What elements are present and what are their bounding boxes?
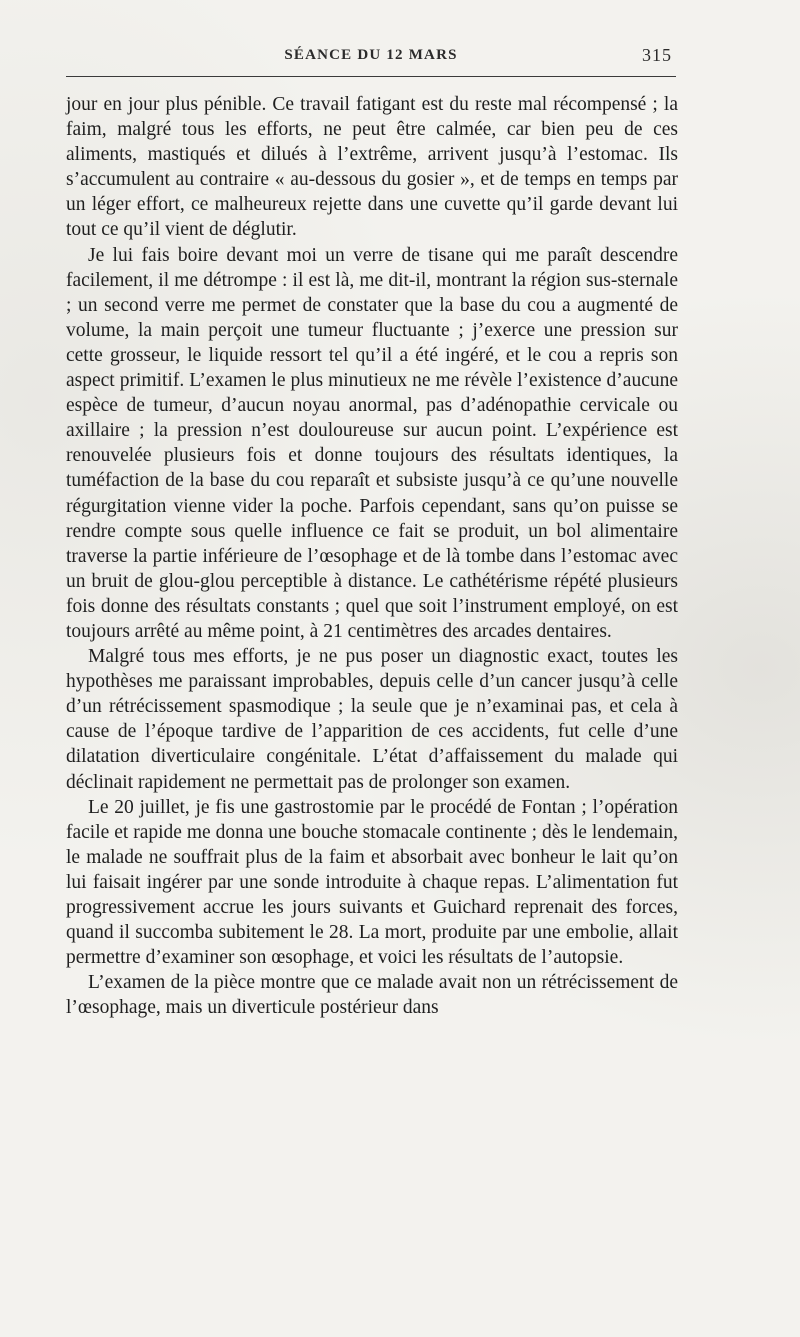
page-header bbox=[66, 42, 676, 72]
paragraph-1: jour en jour plus pénible. Ce travail fatigant est du reste mal récompensé ; la faim, malgré tous les efforts, ne peut être calmée, car bien peu de ces aliments, mastiqués et dilués à l’extrême, arrivent jusqu’à l’estomac. Ils s’accumulent au contraire « au-dessous du gosier », et de temps en temps par un léger effort, ce malheureux rejette dans une cuvette qu’il garde devant lui tout ce qu’il vient de déglutir. bbox=[66, 94, 678, 241]
running-title: SÉANCE DU 12 MARS bbox=[284, 47, 458, 63]
page-number: 315 bbox=[642, 45, 672, 65]
paragraph-3: Malgré tous mes efforts, je ne pus poser un diagnostic exact, toutes les hypothèses me paraissant improbables, depuis celle d’un cancer jusqu’à celle d’un rétrécissement spasmodique ; la seule que je n’examinai pas, et cela à cause de l’époque tardive de l’apparition de ces accidents, fut celle d’une dilatation diverticulaire congénitale. L’état d’affaissement du malade qui déclinait rapidement ne permettait pas de prolonger son examen. bbox=[66, 646, 678, 793]
paragraph-5: L’examen de la pièce montre que ce malade avait non un rétrécissement de l’œsophage, mais un diverticule postérieur dans bbox=[66, 972, 678, 1019]
body-text bbox=[66, 92, 678, 1020]
paragraph-4: Le 20 juillet, je fis une gastrostomie par le procédé de Fontan ; l’opération facile et rapide me donna une bouche stomacale continente ; dès le lendemain, le malade ne souffrait plus de la faim et absorbait avec bonheur le lait qu’on lui faisait ingérer par une sonde introduite à chaque repas. L’alimentation fut progressivement accrue les jours suivants et Guichard reprenait des forces, quand il succomba subitement le 28. La mort, produite par une embolie, allait permettre d’examiner son œsophage, et voici les résultats de l’autopsie. bbox=[66, 796, 678, 969]
paragraph-2: Je lui fais boire devant moi un verre de tisane qui me paraît descendre facilement, il me détrompe : il est là, me dit-il, montrant la région sus-sternale ; un second verre me permet de constater que la base du cou a augmenté de volume, la main perçoit une tumeur fluctuante ; j’exerce une pression sur cette grosseur, le liquide ressort tel qu’il a été ingéré, et le cou a repris son aspect primitif. L’examen le plus minutieux ne me révèle l’existence d’aucune espèce de tumeur, d’aucun noyau anormal, pas d’adénopathie cervicale ou axillaire ; la pression n’est douloureuse sur aucun point. L’expérience est renouvelée plusieurs fois et donne toujours des résultats identiques, la tuméfaction de la base du cou reparaît et subsiste jusqu’à ce qu’une nouvelle régurgitation vienne vider la poche. Parfois cependant, sans qu’on puisse se rendre compte sous quelle influence ce fait se produit, un bol alimentaire traverse la partie inférieure de l’œsophage et de là tombe dans l’estomac avec un bruit de glou-glou perceptible à distance. Le cathétérisme répété plusieurs fois donne des résultats constants ; quel que soit l’instrument employé, on est toujours arrêté au même point, à 21 centimètres des arcades dentaires. bbox=[66, 244, 678, 642]
header-rule bbox=[66, 76, 676, 77]
